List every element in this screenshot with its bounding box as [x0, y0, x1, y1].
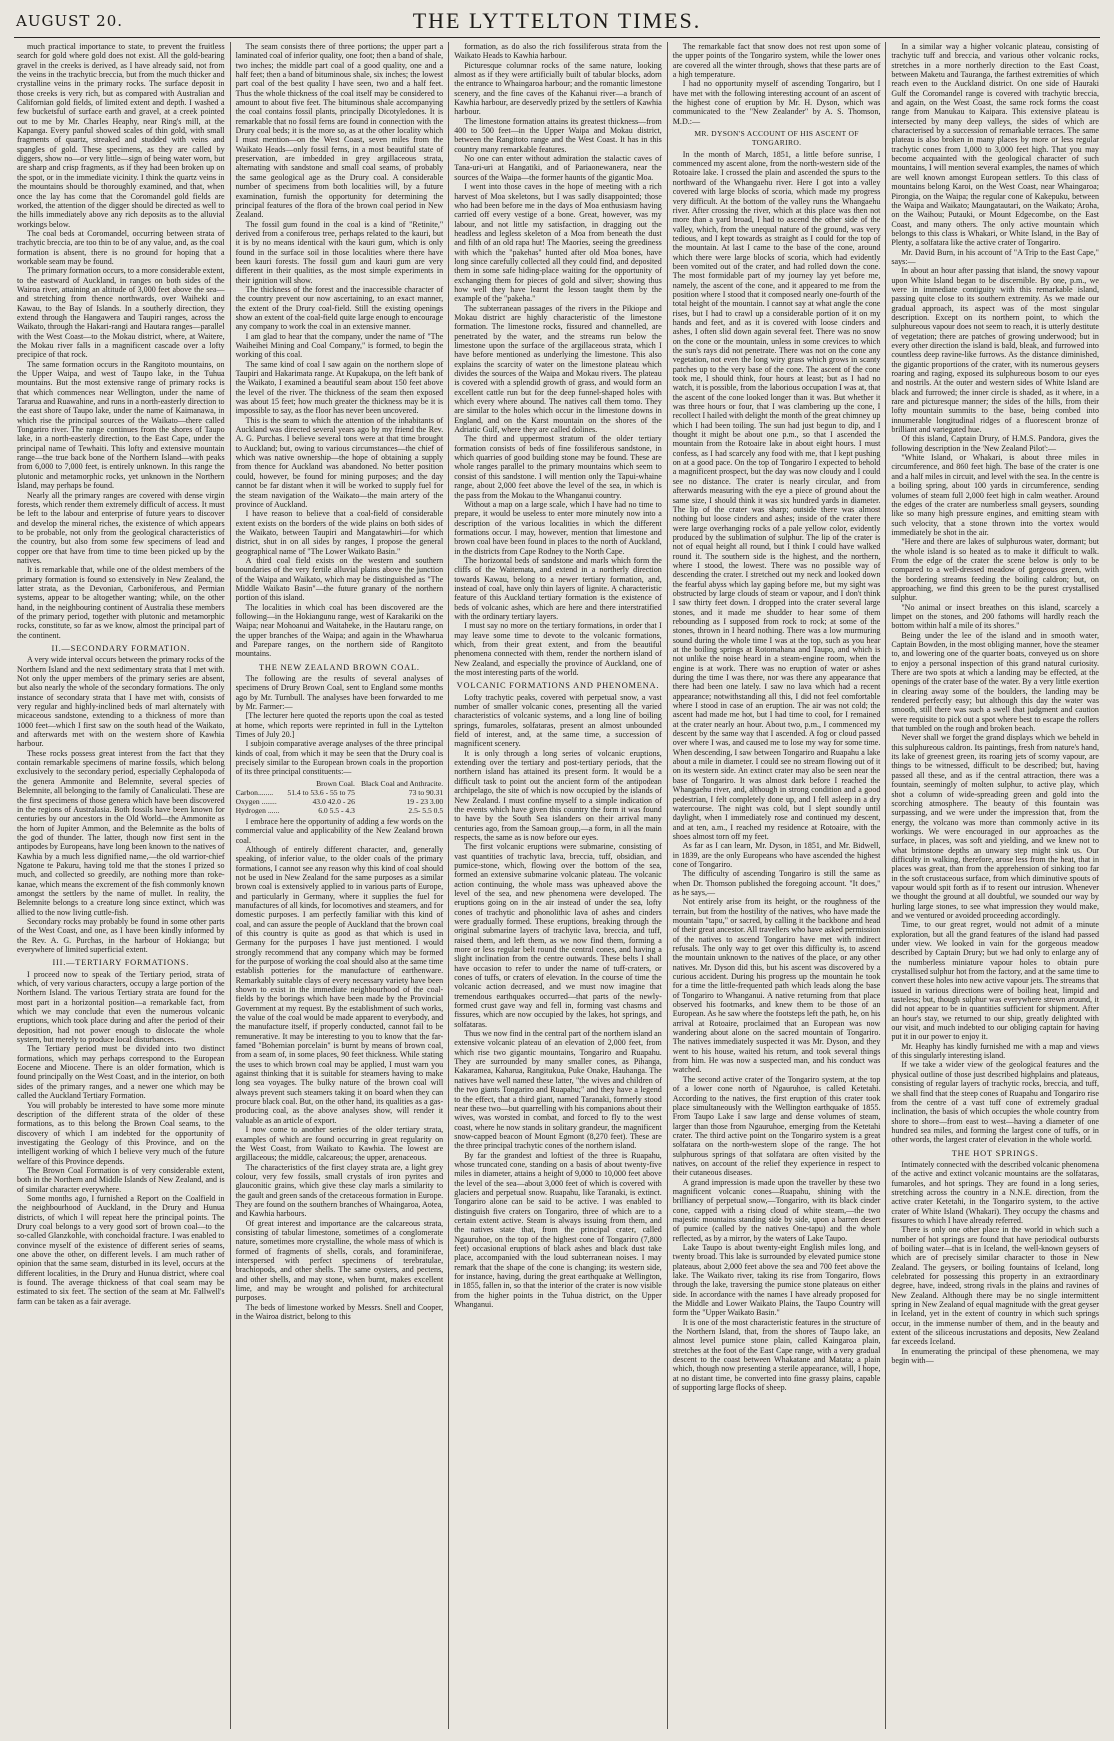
paragraph: Of this island, Captain Drury, of H.M.S. Pandora, gives the following description in the 'New Zealand Pilot':—: [891, 434, 1099, 453]
paragraph: As far as I can learn, Mr. Dyson, in 1851, and Mr. Bidwell, in 1839, are the only Europeans who have ascended the highest cone of Tongariro.: [672, 841, 881, 869]
paragraph: Of great interest and importance are the calcareous strata, consisting of tabular limestone, sometimes of a conglomerate nature, sometimes more crystalline, the whole mass of which is formed of fragments of shells, corals, and foraminiferae, interspersed with perfect specimens of terebratulae, brachiopods, and other shells. The same oysters, and pectens, and other shells, and may stone, when burnt, makes excellent lime, and may be wrought and polished for architectural purposes.: [235, 1218, 444, 1303]
table-cell: Hydrogen ......: [235, 805, 280, 815]
issue-date: AUGUST 20.: [16, 12, 124, 30]
paragraph: I embrace here the opportunity of adding a few words on the commercial value and applicability of the New Zealand brown coal.: [235, 816, 444, 845]
paragraph: The difficulty of ascending Tongariro is still the same as when Dr. Thomson published the foregoing account. "It does," as he says,—: [672, 869, 881, 897]
paragraph: Nearly all the primary ranges are covered with dense virgin forests, which render them extremely difficult of access. It must be left to the labour and enterprise of future years to discover and develop the mineral riches, the existence of which appears to be probable, not only from the geological characteristics of the country, but also from some few specimens of lead and copper ore that have from time to time been picked up by the natives.: [17, 490, 225, 565]
column-3: [448, 42, 667, 1729]
paragraph: Being under the lee of the island and in smooth water, Captain Bowden, in the most obliging manner, hove the steamer to, and lowering one of the quarter boats, conveyed us on shore to enjoy a personal inspection of this grand natural curiosity. There are two spots at which a landing may be effected, at the openings of the crater base of the water. By a very little exertion in clearing away some of the boulders, the landing may be rendered perfectly easy; but although this day the water was smooth, still there was such a swell that judgment and caution were requisite to pick out a spot where best to escape the rollers that tumbled on the rough and broken beach.: [891, 630, 1099, 734]
masthead: [14, 6, 1100, 36]
paragraph: The following are the results of several analyses of specimens of Drury Brown Coal, sent to England some months ago by Mr. Turnbull. The analyses have been forwarded to me by Mr. Farmer:—: [235, 674, 444, 712]
paragraph: I went into those caves in the hope of meeting with a rich harvest of Moa skeletons, but I was sadly disappointed; those who had been before me in the days of Moa enthusiasm having carried off every vestige of a bone. Great, however, was my labour, and not little my satisfaction, in dragging out the headless and legless skeleton of a Moa from beneath the dust and filth of an old rapa hut! The Maories, seeing the greediness with which the "pakehas" hunted after old Moa bones, have long since carefully collected all they could find, and deposited them in some safe hiding-place waiting for the opportunity of exchanging them for pieces of gold and silver; showing thus how well they have learnt the lesson taught them by the example of the "pakeha.": [454, 182, 662, 304]
table-row: [236, 788, 444, 797]
paragraph: The thickness of the forest and the inaccessible character of the country prevent our now ascertaining, to an exact manner, the extent of the Drury coal-field. Still the existing openings show an extent of the coal-field quite large enough to encourage any company to work the coal in an extensive manner.: [235, 284, 444, 332]
paragraph: The first volcanic eruptions were submarine, consisting of vast quantities of trachytic lava, breccia, tuff, obsidian, and pumice-stone, which, flowing over the bottom of the sea, formed an extensive submarine volcanic plateau. The volcanic action continuing, the whole mass was upheaved above the level of the sea, and new phenomena were developed. The eruptions going on in the air instead of under the sea, lofty cones of trachytic and phonolithic lava of ashes and cinders were gradually formed. These eruptions, breaking through the original submarine layers of trachytic lava, breccia, and tuff, raised them, and left them, as we now find them, forming a more or less regular belt round the central cones, and having a slight inclination from the centre outwards. These belts I shall have occasion to refer to under the name of tuff-craters, or cones of tuffs, or craters of elevation. In the course of time the volcanic action decreased, and we must now imagine that tremendous earthquakes occurred—that parts of the newly-formed crust gave way and fell in, forming vast chasms and fissures, which are now occupied by the lakes, hot springs, and solfataras.: [454, 842, 662, 1029]
paragraph: The subterranean passages of the rivers in the Pikiope and Mokau district are highly characteristic of the limestone formation. The limestone rocks, fissured and channelled, are penetrated by the water, and the streams run below the limestone upon the surface of the argillaceous strata, which I have before mentioned as underlying the limestone. This also explains the scarcity of water on the limestone plateau which divides the sources of the Waipa and Mokau rivers. The plateau is covered with a splendid growth of grass, and would form an excellent cattle run but for the deep funnel-shaped holes with which every where abound. The natives call them tomo. They are similar to the holes which occur in the limestone downs in England, and on the Karst mountain on the shores of the Adriatic Gulf, where they are called dolines.: [454, 303, 662, 435]
section-heading: II.—SECONDARY FORMATION.: [51, 644, 191, 653]
paragraph: In about an hour after passing that island, the snowy vapour upon White Island began to be discernible. By one, p.m., we were in immediate contiguity with this remarkable island, passing quite close to its southern extremity. As we made our gradual approach, its aspect was of the most singular description. Except on its northern point, to which the sulphureous vapour does not seem to reach, it is utterly destitute of vegetation; there are patches of growing underwood; but in every other direction the island is bald, bleak, and furrowed into countless deep ravine-like furrows. As the distance diminished, the gigantic proportions of the crater, with its numerous geysers roaring and raging, exposed its sulphureous bosom to our eyes and nostrils. At the outer and western sides of White Island are black and furrowed; the inner circle is shaded, as it where, in a rare and picturesque manner; the sides of the hills, from their lofty mountain summits to the base, being combed into innumerable longitudinal ridges of a fluorescent bronze of brilliant and variegated hue.: [891, 266, 1099, 435]
paragraph: "No animal or insect breathes on this island, scarcely a limpet on the stones, and 200 fathoms will hardly reach the bottom within half a mile of its shores.": [891, 602, 1099, 631]
paragraph: A third coal field exists on the western and southern boundaries of the very fertile alluvial plains above the junction of the Waipa and Waikato, which may be distinguished as "The Middle Waikato Basin"—the future granary of the northern portion of this island.: [235, 555, 444, 603]
column-2: [230, 42, 449, 1729]
paragraph: Mr. David Burn, in his account of "A Trip to the East Cape," says:—: [891, 247, 1099, 266]
column-1: [12, 42, 230, 1729]
table-row: [236, 806, 444, 815]
table-row: [236, 797, 444, 806]
paragraph: The third and uppermost stratum of the older tertiary formation consists of beds of fine fossiliferous sandstone, in which quarries of good building stone may be found. These are whole ranges parallel to the primary mountains which seem to consist of this sandstone. I will mention only the Tapui-whaine range, about 2,000 feet above the level of the sea, in which is the pass from the Mokau to the Whanganui country.: [454, 434, 662, 500]
paragraph: The limestone formation attains its greatest thickness—from 400 to 500 feet—in the Upper Waipa and Mokau district, between the Rangitoto range and the West Coast. It has in this country many remarkable features.: [454, 116, 662, 154]
paragraph: [The lecturer here quoted the reports upon the coal as tested at home, which reports were reprinted in full in the Lyttelton Times of July 20.]: [235, 711, 444, 740]
paragraph: In enumerating the principal of these phenomena, we may begin with—: [891, 1346, 1099, 1366]
coal-analysis-table: [236, 779, 444, 815]
paragraph: The seam consists there of three portions; the upper part a laminated coal of inferior quality, one foot; then a band of shale, two inches; the middle part coal of a good quality, one and a half feet; then a band of bituminous shale, six inches; the lowest part coal of the best quality I have seen, two and a half feet. Thus the whole thickness of the coal itself may be considered to amount to about five feet. The bituminous shale accompanying the coal contains fossil plants, principally Dicotyledones. It is remarkable that no fossil ferns are found in connection with the Drury coal beds; it is the more so, as at the other locality which I must mention—on the West Coast, seven miles from the Waikato Heads—only fossil ferns, in a most beautiful state of preservation, are imbedded in grey argillaceous strata, alternating with sandstone and small coal seams, of probably the same geological age as the Drury coal. A considerable number of specimens from both localities will, by a future examination, furnish the opportunity for determining the principal features of the flora of the brown coal period in New Zealand.: [235, 42, 444, 220]
table-cell: 19 - 23 3.00: [406, 796, 444, 806]
paragraph: The beds of limestone worked by Messrs. Snell and Cooper, in the Wairoa district, belong to this: [235, 1302, 444, 1322]
paragraph: Although of entirely different character, and, generally speaking, of inferior value, to the older coals of the primary formations, I cannot see any reason why this kind of coal should not be used in New Zealand for the same purposes as a similar brown coal is extensively applied to in various parts of Europe, and particularly in Germany, where it supplies the fuel for manufactures of all kinds, for locomotives and steamers, and for domestic purposes. I am perfectly familiar with this kind of coal, and can assure the people of Auckland that the brown coal of this country is quite as good as that which is used in Germany for the purposes I have just mentioned. I would strongly recommend that any company which may be formed for the purpose of working the coal should also at the same time establish potteries for the manufacture of earthenware. Remarkably suitable clays of every necessary variety have been shown to exist in the immediate neighbourhood of the coal-fields by the borings which have been made by the Provincial Government at my request. By the establishment of such works, the value of the coal would be made apparent to everybody, and the manufacture itself, if properly conducted, cannot fail to be remunerative. It may be interesting to you to know that the far-famed "Bohemian porcelain" is burnt by means of brown coal, from a seam of, in some places, 90 feet thickness. While stating the uses to which brown coal may be applied, I must warn you against thinking that it is suitable for steamers having to make long sea voyages. The bulky nature of the brown coal will always prevent such steamers taking it on board when they can procure black coal. But, on the other hand, its qualities as a gas-producing coal, as the above analyses show, will render it valuable as an article of export.: [235, 844, 444, 1125]
paragraph: Picturesque columnar rocks of the same nature, looking almost as if they were artificially built of tabular blocks, adorn the entrance to Whaingaroa harbour; and the romantic limestone scenery, and the fine caves of the Kahanui river—a branch of Kawhia harbour, are deservedly prized by the settlers of Kawhia harbour.: [454, 60, 662, 117]
paragraph: Some months ago, I furnished a Report on the Coalfield in the neighbourhood of Auckland, in the Drury and Hunua districts, of which I will repeat here the principal points. The Drury coal belongs to a very good sort of brown coal—to the so-called Glanzkohle, with conchoidal fracture. I was enabled to convince myself of the existence of different series of seams, one above the other, on different levels. I am much rather of opinion that the same seam, disturbed in its level, occurs at the different localities, in the Drury and Hunua district, where coal is found. The average thickness of that coal seam may be estimated to six feet. The section of the seam at Mr. Fallwell's farm can be taken as a fair average.: [17, 1193, 225, 1306]
paragraph: The Brown Coal Formation is of very considerable extent, both in the Northern and Middle Islands of New Zealand, and is of similar character everywhere.: [17, 1165, 225, 1194]
paragraph: much practical importance to state, to prevent the fruitless search for gold where gold does not exist. All the gold-bearing gravel in the creeks is derived, as I have already said, not from the veins in the trachytic breccia, but from the much thicker and crystalline veins in the primary rocks. The surface deposit in those creeks is very rich, but as compared with Australian and Californian gold fields, of limited extent and depth. I washed a few bucketsful of surface earth and gravel, at a creek pointed out to me by Mr. Charles Heaphy, near Ring's mill, at the Kapanga. Every panful showed scales of thin gold, with small fragments of quartz, streaked and studded with veins and spangles of gold. These specimens, as they are called by diggers, show no—or very little—sign of being water worn, but are sharp and crisp fragments, as if they had been broken up on the spot, or in the immediate vicinity. I think the quartz veins in the mountains should be thoroughly examined, and that, when once the lay has come that the Coromandel gold fields are worked, the attention of the digger should be directed as well to the hills immediately above any rich deposits as to the alluvial workings below.: [17, 42, 225, 229]
paragraph: I subjoin comparative average analyses of the three principal kinds of coal, from which it may be seen that the Drury coal is precisely similar to the European brown coals in the proportion of its three principal constituents:—: [235, 739, 444, 777]
paragraph: Mr. Heaphy has kindly furnished me with a map and views of this singularly interesting island.: [891, 1041, 1099, 1061]
paragraph: The same kind of coal I saw again on the northern slope of Taupiri and Hakarimata range. At Kupakupa, on the left bank of the Waikato, I examined a beautiful seam about 150 feet above the level of the river. The thickness of the seam then exposed was about 15 feet; how much greater the thickness may be it is impossible to say, as the floor has never been uncovered.: [235, 359, 444, 416]
paragraph: It is one of the most characteristic features in the structure of the Northern Island, that, from the shores of Taupo lake, an almost level pumice stone plain, called Kaingaroa plain, stretches at the foot of the East Cape range, with a very gradual descent to the coast between Whakatane and Matata; a plain which, though now presenting a sterile appearance, will, I hope, at no distant time, be converted into fine grassy plains, capable of supporting large flocks of sheep.: [672, 1317, 881, 1393]
table-cell: Carbon........: [235, 787, 274, 797]
table-header-row: [236, 779, 444, 788]
paragraph: I proceed now to speak of the Tertiary period, strata of which, of very various characters, occupy a large portion of the Northern Island. The various Tertiary strata are found for the most part in a horizontal position—a remarkable fact, from which we may conclude that even the numerous volcanic eruptions, which took place during and after the period of their deposition, had not power enough to dislocate the whole system, but merely to produce local disturbances.: [17, 969, 225, 1045]
section-heading: III.—TERTIARY FORMATIONS.: [52, 958, 190, 968]
section-heading: MR. DYSON'S ACCOUNT OF HIS ASCENT OF TONGARIRO.: [694, 129, 859, 148]
paragraph: I am glad to hear that the company, under the name of "The Waiheihei Mining and Coal Company," is formed, to begin the working of this coal.: [235, 331, 444, 360]
paragraph: The characteristics of the first clayey strata are, a light grey colour, very few fossils, small crystals of iron pyrites and glauconitic grains, which give these clay marls a similarity to the gault and green sands of the cretaceous formation in Europe. They are found on the southern branches of Whaingaroa, Aotea, and Kawhia harbours.: [235, 1162, 444, 1219]
paragraph: Lofty trachytic peaks, covered with perpetual snow, a vast number of smaller volcanic cones, presenting all the varied characteristics of volcanic systems, and a long line of boiling springs, fumaroles, solfataras, present an almost unbounded field of interest, and, at the same time, a succession of magnificent scenery.: [454, 692, 662, 749]
paragraph: Intimately connected with the described volcanic phenomena of the active and extinct volcanic mountains are the solfataras, fumaroles, and hot springs. They are found in a long series, stretching across the country in a N.N.E. direction, from the active crater Ketetahi, in the Tongariro system, to the active crater of White Island (Whakari). They occupy the chasms and fissures to which I have already referred.: [891, 1159, 1099, 1225]
section-heading: THE NEW ZEALAND BROWN COAL.: [259, 662, 420, 672]
paragraph: The horizontal beds of sandstone and marls which form the cliffs of the Waitemata, and extend in a northerly direction towards Kawau, belong to a newer tertiary formation, and, instead of coal, have only thin layers of lignite. A characteristic feature of this Auckland tertiary formation is the existence of beds of volcanic ashes, which are here and there interstratified with the ordinary tertiary layers.: [454, 555, 662, 621]
paragraph: It is only through a long series of volcanic eruptions, extending over the tertiary and post-tertiary periods, that the northern island has attained its present form. It would be a difficult task to point out the ancient form of the antipodean archipelago, the site of which is now occupied by the islands of New Zealand. I must confine myself to a simple indication of the events which have given this country the form it was found to have by the South Sea islanders on their arrival many centuries ago, from the Samoan group,—a form, in all the main respects, the same as is now before our eyes.: [454, 748, 662, 842]
paragraph: I now come to another series of the older tertiary strata, examples of which are found occurring in great regularity on the West Coast, from Waikato to Kawhia. The lowest are argillaceous; the middle, calcareous; the upper, arenaceous.: [235, 1125, 444, 1163]
paragraph: The coal beds at Coromandel, occurring between strata of trachytic breccia, are too thin to be of any value, and, as the coal formation is absent, there is no ground for hoping that a workable seam may be found.: [17, 228, 225, 266]
table-cell: 6.0 5.5 - 4.3: [318, 805, 355, 815]
table-cell: 43.0 42.0 - 26: [312, 796, 355, 806]
table-header-cell: Black Coal and Anthracite.: [360, 778, 444, 788]
paragraph: You will probably be interested to have some more minute description of the different strata of the older of these formations, as to this belong the Brown Coal seams, to the discovery of which I am indebted for the opportunity of investigating the Geology of this Province, and on the intelligent working of which I believe very much of the future welfare of this Province depends.: [17, 1100, 225, 1166]
paragraph: If we take a wider view of the geological features and the physical outline of those just described highplains and plateaus, consisting of regular layers of trachytic rocks, breccia, and tuff, we shall find that the steep cones of Ruapahu and Tongariro rise from the centre of a vast tuff cone of extremely gradual inclination, the basis of which occupies the whole country from shore to shore—from east to west—having a diameter of one hundred sea miles, and forming the largest cone of tuffs, or in other words, the largest crater of elevation in the whole world.: [891, 1060, 1099, 1145]
table-cell: 2.5- 5.5 0.5: [408, 805, 444, 815]
section-heading: VOLCANIC FORMATIONS AND PHENOMENA.: [456, 681, 660, 691]
paragraph: The Tertiary period must be divided into two distinct formations, which may perhaps correspond to the European Eocene and Miocene. There is an older formation, which is found principally on the West Coast, and in the interior, on both sides of the primary ranges, and a newer one which may be called the Auckland Tertiary Formation.: [17, 1044, 225, 1101]
paragraph: The remarkable fact that snow does not rest upon some of the upper points of the Tongariro system, while the lower ones are covered all the winter through, shows that these parts are of a high temperature.: [672, 42, 881, 80]
paragraph: The second active crater of the Tongariro system, at the top of a lower cone north of Ngauruhoe, is called Ketetahi. According to the natives, the first eruption of this crater took place simultaneously with the Wellington earthquake of 1855. From Taupo Lake I saw large and dense volumes of steam, larger than those from Ngauruhoe, emerging from the Ketetahi crater. The third active point on the Tongariro system is a great solfatara on the north-western slope of the range. The hot sulphurous springs of that solfatara are often visited by the natives, on account of the relief they experience in respect to their cutaneous diseases.: [672, 1074, 881, 1178]
paragraph: Lake Taupo is about twenty-eight English miles long, and twenty broad. This lake is surrounded by elevated pumice stone plateaus, about 2,000 feet above the sea and 700 feet above the lake. The Waikato river, taking its rise from Tongariro, flows through the lake, traversing the pumice stone plateaus on either side. In accordance with the names I have already proposed for the Middle and Lower Waikato Plains, the Taupo Country will form the "Upper Waikato Basin.": [672, 1243, 881, 1318]
paragraph: Time, to our great regret, would not admit of a minute exploration, but all the grand features of the island had passed under view. We looked in vain for the gorgeous meadow described by Captain Drury; but we had only to enlarge any of the numberless miniature vapour holes to obtain pure crystallised sulphur hot from the factory, and at the same time to convert these holes into new active vapour jets. The streams that issued in various directions were of boiling heat, limpid and tasteless; but, though sulphur was everywhere strewn around, it did not appear to be in quantities sufficient for shipment. After an hour's stay, we returned to our ship, greatly delighted with our visit, and much indebted to our obliging captain for having put it in our power to enjoy it.: [891, 920, 1099, 1042]
paragraph: By far the grandest and loftiest of the three is Ruapahu, whose truncated cone, standing on a basis of about twenty-five miles in diameter, attains a height of 9,000 to 10,000 feet above the level of the sea—about 3,000 feet of which is covered with glaciers and perpetual snow. Ruapahu, like Taranaki, is extinct. Tongariro alone can be said to be active. I was enabled to distinguish five craters on Tongariro, three of which are to a certain extent active. Steam is always issuing from them, and the natives state that, from the principal crater, called Ngauruhoe, on the top of the highest cone of Tongariro (7,800 feet) occasional eruptions of black ashes and black dust take place, accompanied with the loud subterranean noises. I may remark that the shape of the cone is changing; its western side, for instance, having, during the great earthquake at Wellington, in 1855, fallen in, so that the interior of the crater is now visible from the higher points in the Tuhua district, on the Upper Whanganui.: [454, 1150, 662, 1310]
paragraph: Secondary rocks may probably be found in some other parts of the West Coast, and one, as I have been kindly informed by the Rev. A. G. Purchas, in the harbour of Hokianga; but everywhere of limited superficial extent.: [17, 916, 225, 954]
paragraph: The same formation occurs in the Rangitoto mountains, on the Upper Waipa, and west of Taupo lake, in the Tuhua mountains. But the most extensive range of primary rocks is that which commences near Wellington, under the name of Tararua and Ruawahine, and runs in a north-easterly direction to the east shore of Taupo lake, under the name of Kaimanawa, in which rise the principal sources of the Waikato—there called Tongariro river. The range continues from the shores of Taupo lake, in a north-easterly direction, to the East Cape, under the principal name of Tewhaiti. This lofty and extensive mountain range—the true back bone of the Northern Island—with peaks from 6,000 to 7,000 feet, is entirely unknown. In this range the plutonic and metamorphic rocks, yet unknown in the Northern Island, may perhaps be found.: [17, 359, 225, 491]
table-header-cell: [236, 779, 283, 788]
table-header-cell: Brown Coal.: [316, 778, 355, 788]
paragraph: These rocks possess great interest from the fact that they contain remarkable specimens of marine fossils, which belong exclusively to the secondary period, especially Cephalopoda of the genera Ammonite and Belemnite, several species of Belemnite, all belonging to the family of Canaliculati. These are the first specimens of those genera which have been discovered in the regions of Australasia. Both fossils have been known for centuries by our ancestors in the Old World—the Ammonite as the horn of Jupiter Ammon, and the Belemnite as the bolts of the god of thunder. The latter, though now first sent in the antipodes by Europeans, have long been known to the natives of Kawhia by a much less dignified name,—the old warrior-chief Ngatone te Pakuru, having told me that the stones I prized so much, and collected so greedily, are nothing more than roke-kanae, which means the excrement of the fish commonly known amongst the settlers by the name of mullet. In reality, the Belemnite belongs to a creature long since extinct, which was allied to the now living cuttle-fish.: [17, 748, 225, 917]
paragraph: A grand impression is made upon the traveller by these two magnificent volcanic cones—Ruapahu, shining with the brilliancy of perpetual snow,—Tongariro, with its black cinder cone, capped with a rising cloud of white steam,—the two majestic mountains standing side by side, upon a barren desert of pumice (called by the natives One-tapu) and the whole reflected, as by a mirror, by the waters of Lake Taupo.: [672, 1177, 881, 1243]
section-heading: THE HOT SPRINGS.: [951, 1148, 1039, 1158]
table-cell: 51.4 to 53.6 - 55 to 75: [287, 787, 355, 797]
paragraph: Thus we now find in the central part of the northern island an extensive volcanic plateau of an elevation of 2,000 feet, from which rise two gigantic mountains, Tongariro and Ruapahu. They are surrounded by many smaller cones, as Pihanga, Kakaramea, Kaharua, Rangitukua, Puke Onake, Hauhanga. The natives have well named these latter, "the wives and children of the two giants Tongariro and Ruapahu;" and they have a legend to the effect, that a third giant, named Taranaki, formerly stood near these two—but quarrelling with his companions about their wives, was worsted in combat, and forced to fly to the west coast, where he now stands in solitary grandeur, the magnificent snow-capped beacon of Mount Egmont (8,270 feet). These are the three principal trachytic cones of the northern island.: [454, 1029, 662, 1151]
table-cell: 73 to 90.31: [408, 787, 444, 797]
paragraph: I had no opportunity myself of ascending Tongariro, but I have met with the following interesting account of an ascent of the highest cone of eruption by Mr. H. Dyson, which was communicated to the "New Zealander" by A. S. Thomson, M.D.:—: [672, 79, 881, 126]
paragraph: Not entirely arise from its height, or the roughness of the terrain, but from the hostility of the natives, who have made the mountain "tapu," or sacred, by calling it the backbone and head of their great ancestor. All travellers who have asked permission of the natives to ascend Tongariro have met with indirect refusals. The only way to get over this difficulty is, to ascend the mountain unknown to the natives of the place, or any other natives. Mr. Dyson did this, but his ascent was discovered by a curious accident. During his progress up the mountain he took for a time the little-frequented path which leads along the base of Tongariro to Whanganui. A native returning from that place observed his footmarks, and knew them to be those of an European. As he saw where the footsteps left the path, he, on his arrival at Rotoaire, proclaimed that an European was now wandering about alone on the sacred mountain of Tongariro. The natives immediately suspected it was Mr. Dyson, and they went to his house, waited his return, and took several things from him. He was now a suspected man, and his conduct was watched.: [672, 897, 881, 1075]
table-cell: Oxygen ........: [235, 796, 277, 806]
paragraph: The localities in which coal has been discovered are the following—in the Hokiangunu range, west of Karakariki on the Waipa; near Mohoanui and Waitaheke, in the Hautaru range, on the upper branches of the Waipa; and again in the Whawharua and Parepare ranges, on the northern side of Rangitoto mountains.: [235, 602, 444, 659]
paragraph: I must say no more on the tertiary formations, in order that I may leave some time to devote to the volcanic formations, which, from their great extent, and from the beautiful phenomena connected with them, render the northern island of New Zealand, and especially the province of Auckland, one of the most interesting parts of the world.: [454, 621, 662, 678]
paragraph: formation, as do also the rich fossiliferous strata from the Waikato Heads to Kawhia harbour.: [454, 42, 662, 61]
paragraph: The fossil gum found in the coal is a kind of "Retinite," derived from a coniferous tree, perhaps related to the kauri, but it is by no means identical with the kauri gum, which is only found in the surface soil in those localities where there have been kauri forests. The fossil gum and kauri gum are very different in their qualities, as the most simple experiments in their ignition will show.: [235, 219, 444, 285]
newspaper-title: THE LYTTELTON TIMES.: [412, 8, 702, 33]
paragraph: No one can enter without admiration the stalactic caves of Tana-uri-uri at Hangatiki, and of Pariaonewanera, near the sources of the Waipa—the former haunts of the gigantic Moa.: [454, 154, 662, 182]
masthead-rule: [14, 37, 1100, 38]
paragraph: Never shall we forget the grand displays which we beheld in this sulphureous caldron. Its paintings, fresh from nature's hand, its lake of greenest green, its roaring jets of scorny vapour, are things to be witnessed, difficult to be described; but, having passed all these, and as if the central attraction, there was a fountain, seemingly of molten sulphur, to active play, which shot a column of wide-spreading green and gold into the scorching atmosphere. The beauty of this fountain was surpassing, and we were under the impression that, from the energy, the volcano was more than commonly active in its workings. We were encouraged in our approaches as the surface, in places, was soft and yielding, and we knew not to what brimstone depths an unwary step might sink us. Our difficulty in walking, therefore, arose less from the heat, that in places was great, than from the apprehension of sinking too far in the soft crustaceous surface, from which diminutive spouts of vapour would spit forth as if to resent our intrusion. Whenever we thought the ground at all doubtful, we sounded our way by hurling large stones, to see what impression they would make, and we ventured or avoided proceeding accordingly.: [891, 733, 1099, 920]
paragraph: It is remarkable that, while one of the oldest members of the primary formation is found so extensively in New Zealand, the latter strata, as the Devonian, Carboniferous, and Permian systems, appear to be altogether wanting; while, on the other hand, in the neighbouring continent of Australia these members of the primary period, together with plutonic and metamorphic rocks, constitute, so far as we know, almost the principal part of the continent.: [17, 565, 225, 640]
paragraph: In a similar way a higher volcanic plateau, consisting of trachytic tuff and breccia, and various other volcanic rocks, stretches in a more northerly direction to the East Coast, between Maketu and Tauranga, the farthest extremities of which reach even to the Auckland district. On one side of Hauraki Gulf the Coromandel range is covered with trachytic breccia, and again, on the West Coast, the same rock forms the coast range from Manukau to Kaipara. This extensive plateau is intersected by many deep valleys, the sides of which are characterised by a succession of remarkable terraces. The same plateau is also broken in many places by more or less regular trachytic cones from 1,000 to 3,000 feet high. That you may become acquainted with the geological character of such mountains, I will mention several examples, the names of which are well known amongst European settlers. To this class of mountains belong Karoi, on the West Coast, near Whaingaroa; Pirongia, on the Waipa; the regular cone of Kakepuku, between the Waipa and Waikato; Maungatautari, on the Waikato; Aroha, on the Waihou; Putauki, or Mount Edgecombe, on the East Coast, and many others. The only active mountain which belongs to this class is Whakari, or White Island, in the Bay of Plenty, a solfatara like the active crater of Tongariro.: [891, 42, 1099, 248]
column-4: [667, 42, 886, 1729]
paragraph: In the month of March, 1851, a little before sunrise, I commenced my ascent alone, from the north-western side of the Rotoaire lake. I crossed the plain and ascended the spurs to the northward of the Whangaehu river. Here I got into a valley covered with large blocks of scoria, which made my progress very difficult. At the bottom of the valley runs the Whangaehu river. After crossing the river, which at this place was then not more than a yard broad, I had to ascend the other side of the valley, which, from the unequal nature of the ground, was very tedious, and I kept towards as straight as I could for the top of the mountain. At last I came to the base of the cone, around which there were large blocks of scoria, which had evidently been vomited out of the crater, and had rolled down the cone. The most formidable part of my journey lay yet before me, namely, the ascent of the cone, and it appeared to me from the position where I stood that it composed nearly one-fourth of the total height of the mountain. I cannot say at what angle the cone rises, but I had to crawl up a considerable portion of it on my hands and feet, and as it is covered with loose cinders and ashes, I often slid down again several feet. There was no snow on the cone or the mountain, unless in some crevices to which the sun's rays did not penetrate. There was not on the cone any vegetation, not even the long wiry grass which grows in scanty patches up to the very base of the cone. The ascent of the cone took me, I should think, four hours at least; but as I had no watch, it is possible, from the laborious occupation I was at, that the ascent of the cone looked longer than it was. But whether it was three hours or four, that I was clambering up the cone, I recollect I hailed with delight the month of the great chimney up which I had been toiling. The sun had just begun to dip, and I thought it might be about one p.m., so that I ascended the mountain from the Rotoaire lake in about eight hours. I must confess, as I had scarcely any food with me, that I kept pushing on at a good pace. On the top of Tongariro I expected to behold a magnificent prospect, but the day was now cloudy and I could see no distance. The crater is nearly circular, and from afterwards measuring with the eye a piece of ground about the same size, I should think it was six hundred yards in diameter. The lip of the crater was sharp; outside there was almost nothing but loose cinders and ashes; inside of the crater there were large overhanging rocks of a pale yellow color, evidently produced by the sublimation of sulphur. The lip of the crater is not of equal height all round, but I think I could have walked round it. The southern side is the highest, and the northern, where I stood, the lowest. There was no possible way of descending the crater. I stretched out my neck and looked down the fearful abyss which lay gaping before me, but my sight was obstructed by large clouds of steam or vapour, and I don't think I saw thirty feet down. I dropped into the crater several large stones, and it made me shudder to hear some of them rebounding as I supposed from rock to rock; at some of the stones, thrown in I heard nothing. There was a low murmuring sound during the whole time I was at the top, such as you hear at the boiling springs at Rotomahana and Taupo, and which is not unlike the noise heard in a steam-engine room, when the engine is at work. There was no eruption of water or ashes during the time I was there, nor was there any appearance that there had been one lately. I saw no lava which had a recent appearance; notwithstanding all this, I did not feel comfortable where I stood in case of an eruption. The air was not cold; the ascent had made me hot, but I had time to cool, for I remained at the crater nearly an hour. About two, p.m., I commenced my descent by the same way that I ascended. A fog or cloud passed over where I was, and caused me to lose my way for some time. When descending, I saw between Tongariro and Ruapahu a lake about a mile in diameter. I could see no stream flowing out of it on its western side. An extinct crater may also be seen near the base of Tongariro. It was almost dark before I reached the Whangaehu river, and, although in strong condition and a good pedestrian, I felt completely done up, and I fell asleep in a dry watercourse. The night was cold, but I slept soundly until daylight, when I immediately rose and continued my descent, and at ten, a.m., I reached my residence at Rotoaire, with the shoes almost torn off my feet.: [672, 149, 881, 841]
column-5: [885, 42, 1104, 1729]
paragraph: "Here and there are lakes of sulphurous water, dormant; but the whole island is so heated as to make it difficult to walk. From the edge of the crater the scene below is only to be compared to a well-dressed meadow of gorgeous green, with the bordering streams feeding the boiling caldron; but, on approaching, we find this green to be the purest crystallised sulphur.: [891, 537, 1099, 603]
paragraph: This is the seam to which the attention of the inhabitants of Auckland was directed several years ago by my friend the Rev. A. G. Purchas. I believe several tons were at that time brought to Auckland; but, owing to various circumstances—the chief of which was native ownership—the hope of obtaining a supply from thence for Auckland was abandoned. No better position could, however, be found for mining purposes; and the day cannot be far distant when it will be worked to supply fuel for the steam navigation of the Waikato—the main artery of the province of Auckland.: [235, 415, 444, 509]
paragraph: The primary formation occurs, to a more considerable extent, to the eastward of Auckland, in ranges on both sides of the Wairoa river, attaining an altitude of 3,000 feet above the sea—and stretching from thence northwards, over Waiheki and Kawau, to the Bay of Islands. In a southerly direction, they extend through the Hangawera and Taupiri ranges, across the Waikato, through the Hakari-rangi and Hautara ranges—parallel with the West Coast—to the Mokau district, where, at Waitere, the Mokau river falls in a magnificent cascade over a lofty precipice of that rock.: [17, 266, 225, 360]
paragraph: A very wide interval occurs between the primary rocks of the Northern Island and the next sedimentary strata that I met with. Not only the upper members of the primary series are absent, but also nearly the whole of the secondary formations. The only instance of secondary strata that I have met with, consists of very regular and highly-inclined beds of marl alternately with micaceous sandstone, extending to a thickness of more than 1000 feet—which I first saw on the south head of the Waikato, and afterwards met with on the western shore of Kawhia harbour.: [17, 655, 225, 749]
paragraph: "White Island, or Whakari, is about three miles in circumference, and 860 feet high. The base of the crater is one and a half miles in circuit, and level with the sea. In the centre is a boiling spring, about 100 yards in circumference, sending volumes of steam full 2,000 feet high in calm weather. Around the edges of the crater are numberless small geysers, sounding like so many high pressure engines, and emitting steam with such velocity, that a stone thrown into the vortex would immediately be shot in the air.: [891, 453, 1099, 537]
paragraph: There is only one other place in the world in which such a number of hot springs are found that have periodical outbursts of boiling water—that is in Iceland, the well-known geysers of which are of precisely similar character to those in New Zealand. The geysers, or boiling fountains of Iceland, long celebrated for possessing this property in an extraordinary degree, have, indeed, strong rivals in the plains and ravines of New Zealand. Although there may be no single intermittent spring in New Zealand of equal magnitude with the great geyser in Iceland, yet in the extent of country in which such springs occur, in the immense number of them, and in the beauty and extent of the siliceous incrustations and deposits, New Zealand far exceeds Iceland.: [891, 1225, 1099, 1347]
article-columns: [12, 42, 1104, 1729]
paragraph: Without a map on a large scale, which I have had no time to prepare, it would be useless to enter more minutely now into a description of the various localities in which the different formations occur. I may, however, mention that limestone and brown coal have been found in places to the north of Auckland, in the districts from Cape Rodney to the North Cape.: [454, 499, 662, 556]
paragraph: I have reason to believe that a coal-field of considerable extent exists on the borders of the wide plains on both sides of the Waikato, between Taupiri and Mangatawhiri—for which district, shut in on all sides by ranges, I propose the general geographical name of "The Lower Waikato Basin.": [235, 509, 444, 556]
